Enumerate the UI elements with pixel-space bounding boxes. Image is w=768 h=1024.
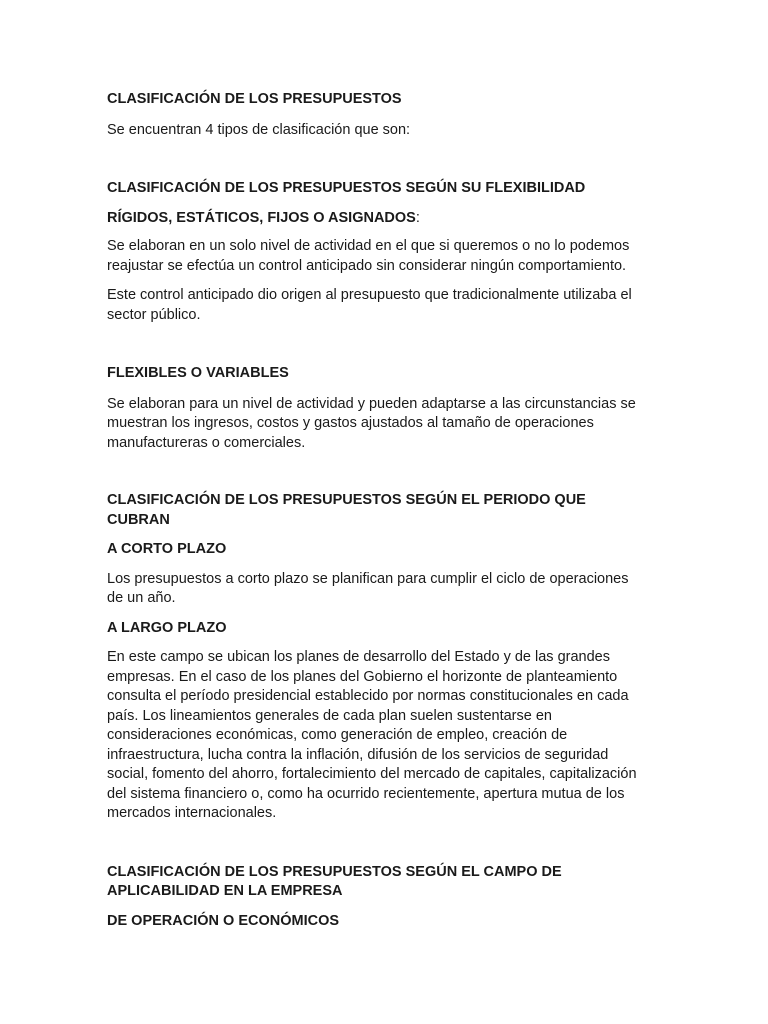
document-title: CLASIFICACIÓN DE LOS PRESUPUESTOS: [107, 91, 402, 107]
long-term-heading: A LARGO PLAZO: [107, 619, 227, 636]
rigid-paragraph-2: Este control anticipado dio origen al presupuesto que tradicionalmente utilizaba el sector público.: [107, 287, 632, 323]
short-term-heading: A CORTO PLAZO: [107, 541, 227, 557]
intro-text: Se encuentran 4 tipos de clasificación que son:: [107, 121, 411, 138]
long-term-paragraph: En este campo se ubican los planes de desarrollo del Estado y de las grandes empresas. En el caso de los planes del Gobierno el horizonte de planteamiento consulta el período presidencial establecido por normas constitucionales en cada país. Los lineamientos generales de cada plan suelen sustentarse en consideraciones económicas, como generación de empleo, creación de infraestructura, lucha contra la inflación, difusión de los servicios de seguridad social, fomento del ahorro, fortalecimiento del mercado de capitales, capitalización del sistema financiero o, como ha ocurrido recientemente, apertura mutua de los mercados internacionales.: [107, 649, 637, 821]
short-term-paragraph: Los presupuestos a corto plazo se planifican para cumplir el ciclo de operaciones de un año.: [107, 570, 629, 606]
rigid-paragraph-1: Se elaboran en un solo nivel de actividad en el que si queremos o no lo podemos reajustar se efectúa un control anticipado sin considerar ningún comportamiento.: [107, 238, 630, 274]
rigid-heading-line: [107, 209, 667, 229]
period-heading: CLASIFICACIÓN DE LOS PRESUPUESTOS SEGÚN EL PERIODO QUE CUBRAN: [107, 492, 586, 528]
flexibility-heading: CLASIFICACIÓN DE LOS PRESUPUESTOS SEGÚN SU FLEXIBILIDAD: [107, 180, 586, 196]
rigid-heading-colon: :: [415, 209, 420, 226]
flexible-heading: FLEXIBLES O VARIABLES: [107, 365, 289, 381]
rigid-heading: RÍGIDOS, ESTÁTICOS, FIJOS O ASIGNADOS: [107, 209, 416, 226]
flexible-paragraph: Se elaboran para un nivel de actividad y pueden adaptarse a las circunstancias se muestran los ingresos, costos y gastos ajustados al tamaño de operaciones manufactureras o comerciales.: [107, 395, 636, 451]
document-page: [107, 90, 667, 931]
operation-heading: DE OPERACIÓN O ECONÓMICOS: [107, 912, 340, 929]
applicability-heading: CLASIFICACIÓN DE LOS PRESUPUESTOS SEGÚN EL CAMPO DE APLICABILIDAD EN LA EMPRESA: [107, 863, 562, 899]
